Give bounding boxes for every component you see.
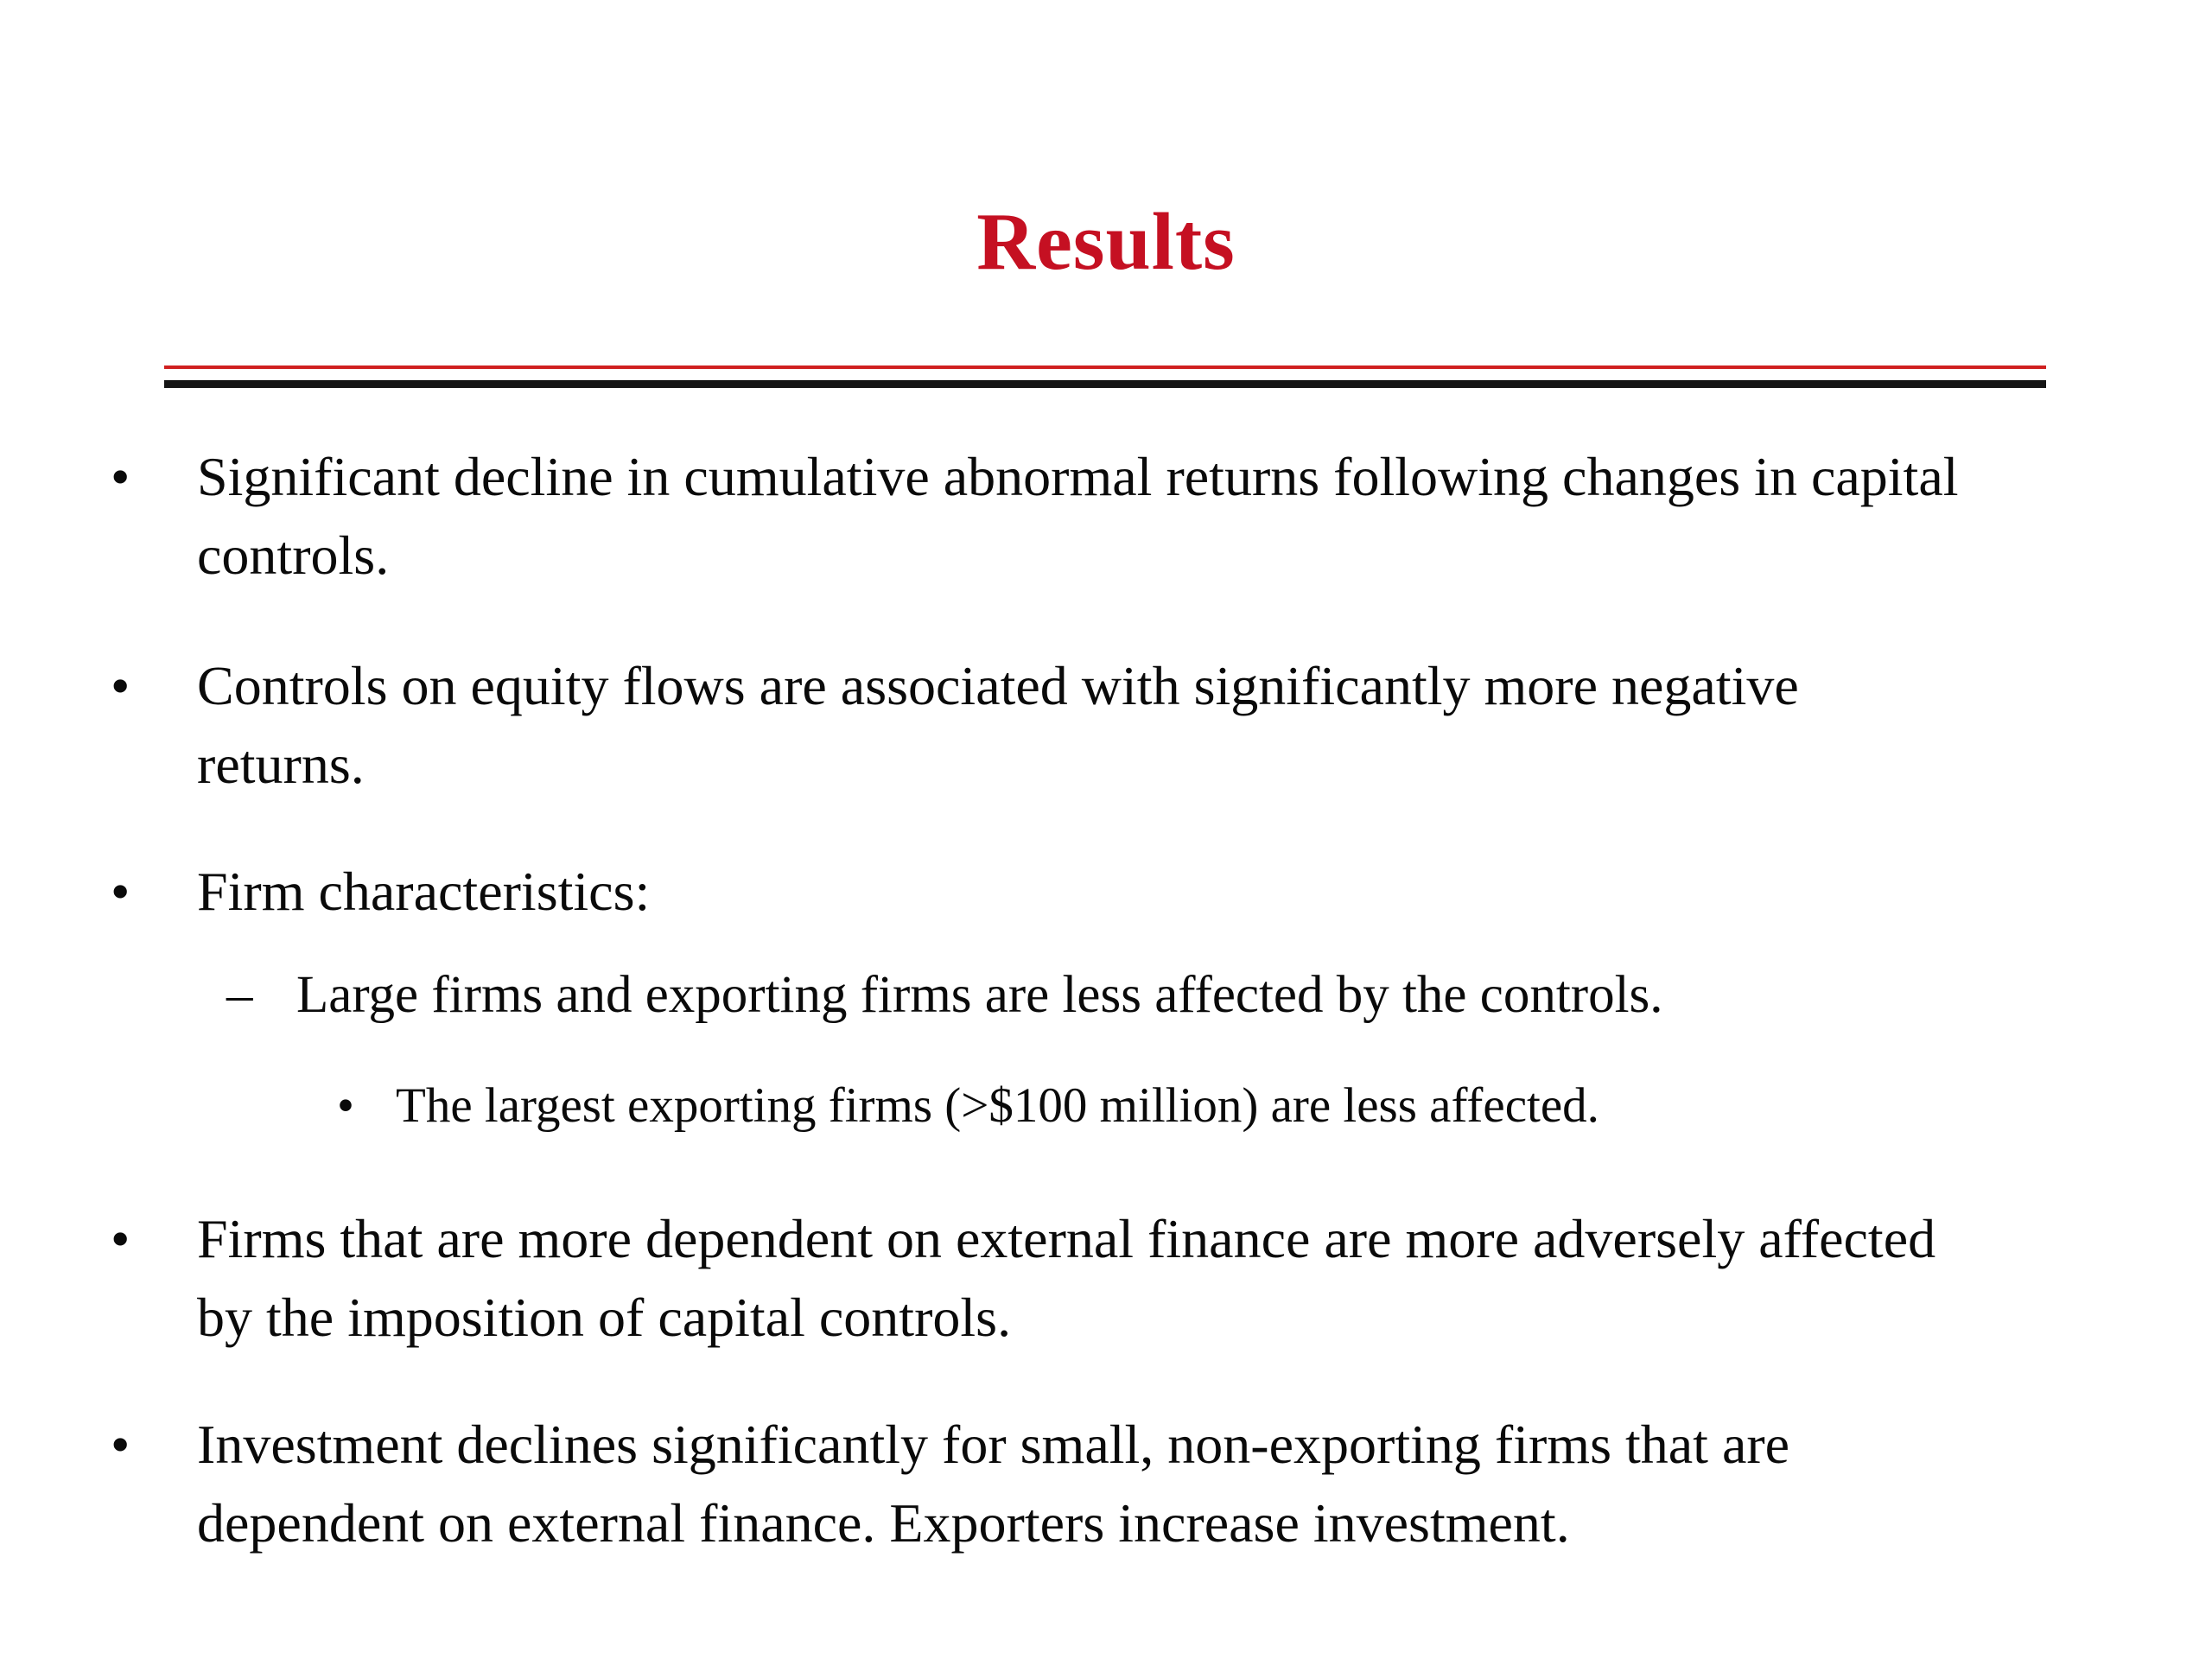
bullet-marker: • [337, 1078, 354, 1133]
page-title: Results [976, 197, 1236, 287]
bullet-line: Significant decline in cumulative abnormal returns following changes in capital [197, 446, 1959, 507]
bullet-marker: • [111, 1208, 130, 1269]
dash-marker: – [226, 966, 253, 1024]
bullet-marker: • [111, 861, 130, 922]
bullet-marker: • [111, 446, 130, 507]
bullet-line: Firm characteristics: [197, 861, 651, 922]
sub-bullet-item [0, 957, 2212, 1033]
bullet-line: Controls on equity flows are associated with significantly more negative [197, 655, 1799, 716]
underline-gap [164, 369, 2046, 380]
bullet-item [0, 852, 2212, 931]
bullet-text [197, 852, 2212, 931]
bullet-marker: • [111, 1414, 130, 1475]
bullet-item [0, 437, 2212, 594]
title-underline [164, 365, 2046, 388]
bullet-item [0, 1199, 2212, 1357]
bullet-text [197, 646, 2212, 804]
bullet-text [197, 1405, 2212, 1562]
bullet-line: Large firms and exporting firms are less affected by the controls. [296, 966, 1663, 1024]
bullet-line: by the imposition of capital controls. [197, 1287, 1012, 1348]
bullet-line: returns. [197, 734, 365, 795]
bullet-line: Firms that are more dependent on external finance are more adversely affected [197, 1208, 1936, 1269]
bullet-marker: • [111, 655, 130, 716]
bullet-text [396, 1070, 2212, 1142]
bullet-text [197, 1199, 2212, 1357]
bullet-line: The largest exporting firms (>$100 million) are less affected. [396, 1078, 1599, 1133]
underline-black-line [164, 380, 2046, 388]
bullet-text [197, 437, 2212, 594]
bullet-item [0, 646, 2212, 804]
bullet-line: controls. [197, 524, 390, 586]
bullet-item [0, 1405, 2212, 1562]
bullet-line: dependent on external finance. Exporters increase investment. [197, 1492, 1570, 1554]
sub-sub-bullet-item [0, 1070, 2212, 1142]
bullet-text [296, 957, 2212, 1033]
bullet-line: Investment declines significantly for small, non-exporting firms that are [197, 1414, 1790, 1475]
